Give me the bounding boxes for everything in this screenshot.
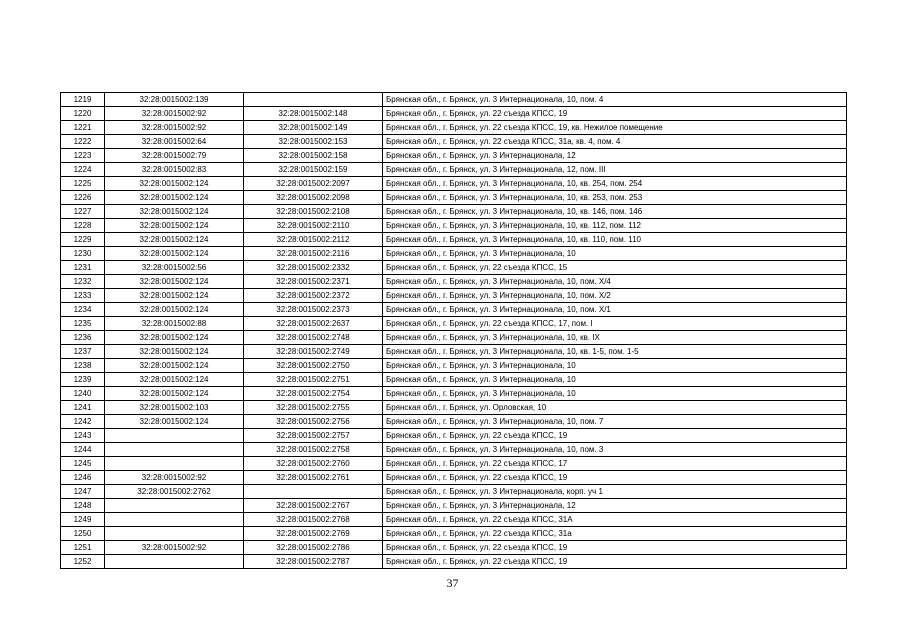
row-number-cell: 1246 [61, 471, 105, 485]
table-row [61, 219, 847, 233]
address-cell: Брянская обл., г. Брянск, ул. 22 съезда КПСС, 19, кв. Нежилое помещение [383, 121, 847, 135]
cadastral-number-cell: 32:28:0015002:2750 [244, 359, 383, 373]
table-row [61, 191, 847, 205]
cadastral-number-cell: 32:28:0015002:2097 [244, 177, 383, 191]
parent-cadastral-number-cell: 32:28:0015002:92 [105, 541, 244, 555]
parent-cadastral-number-cell: 32:28:0015002:124 [105, 247, 244, 261]
cadastral-number-cell: 32:28:0015002:2767 [244, 499, 383, 513]
address-cell: Брянская обл., г. Брянск, ул. 3 Интернационала, 12 [383, 499, 847, 513]
cadastral-number-cell: 32:28:0015002:2786 [244, 541, 383, 555]
parent-cadastral-number-cell: 32:28:0015002:124 [105, 303, 244, 317]
parent-cadastral-number-cell: 32:28:0015002:103 [105, 401, 244, 415]
parent-cadastral-number-cell: 32:28:0015002:2762 [105, 485, 244, 499]
table-row [61, 485, 847, 499]
table-row [61, 471, 847, 485]
table-row [61, 429, 847, 443]
row-number-cell: 1220 [61, 107, 105, 121]
table-row [61, 317, 847, 331]
cadastral-number-cell: 32:28:0015002:2787 [244, 555, 383, 569]
parent-cadastral-number-cell: 32:28:0015002:124 [105, 373, 244, 387]
address-cell: Брянская обл., г. Брянск, ул. 3 Интернационала, 10, кв. 254, пом. 254 [383, 177, 847, 191]
table-row [61, 457, 847, 471]
cadastral-number-cell: 32:28:0015002:2371 [244, 275, 383, 289]
cadastral-number-cell [244, 485, 383, 499]
cadastral-number-cell: 32:28:0015002:2757 [244, 429, 383, 443]
parent-cadastral-number-cell: 32:28:0015002:124 [105, 205, 244, 219]
row-number-cell: 1249 [61, 513, 105, 527]
address-cell: Брянская обл., г. Брянск, ул. 22 съезда КПСС, 31а [383, 527, 847, 541]
registry-table [60, 92, 847, 569]
row-number-cell: 1234 [61, 303, 105, 317]
address-cell: Брянская обл., г. Брянск, ул. 3 Интернационала, 12, пом. III [383, 163, 847, 177]
cadastral-number-cell: 32:28:0015002:149 [244, 121, 383, 135]
cadastral-number-cell: 32:28:0015002:158 [244, 149, 383, 163]
parent-cadastral-number-cell: 32:28:0015002:64 [105, 135, 244, 149]
parent-cadastral-number-cell: 32:28:0015002:124 [105, 191, 244, 205]
parent-cadastral-number-cell [105, 555, 244, 569]
table-row [61, 205, 847, 219]
table-row [61, 373, 847, 387]
address-cell: Брянская обл., г. Брянск, ул. 3 Интернационала, 10, пом. 7 [383, 415, 847, 429]
address-cell: Брянская обл., г. Брянск, ул. 22 съезда КПСС, 15 [383, 261, 847, 275]
cadastral-number-cell: 32:28:0015002:2768 [244, 513, 383, 527]
parent-cadastral-number-cell: 32:28:0015002:124 [105, 415, 244, 429]
parent-cadastral-number-cell: 32:28:0015002:124 [105, 387, 244, 401]
table-row [61, 233, 847, 247]
row-number-cell: 1235 [61, 317, 105, 331]
address-cell: Брянская обл., г. Брянск, ул. 3 Интернационала, 10, кв. 112, пом. 112 [383, 219, 847, 233]
cadastral-number-cell: 32:28:0015002:2751 [244, 373, 383, 387]
table-row [61, 275, 847, 289]
parent-cadastral-number-cell: 32:28:0015002:92 [105, 121, 244, 135]
table-row [61, 331, 847, 345]
row-number-cell: 1250 [61, 527, 105, 541]
parent-cadastral-number-cell: 32:28:0015002:92 [105, 471, 244, 485]
parent-cadastral-number-cell: 32:28:0015002:124 [105, 177, 244, 191]
cadastral-number-cell: 32:28:0015002:148 [244, 107, 383, 121]
table-row [61, 135, 847, 149]
parent-cadastral-number-cell: 32:28:0015002:124 [105, 345, 244, 359]
row-number-cell: 1240 [61, 387, 105, 401]
row-number-cell: 1223 [61, 149, 105, 163]
table-row [61, 177, 847, 191]
row-number-cell: 1239 [61, 373, 105, 387]
cadastral-number-cell: 32:28:0015002:2755 [244, 401, 383, 415]
row-number-cell: 1226 [61, 191, 105, 205]
table-row [61, 289, 847, 303]
cadastral-number-cell: 32:28:0015002:2754 [244, 387, 383, 401]
cadastral-number-cell: 32:28:0015002:2112 [244, 233, 383, 247]
registry-table-body [61, 93, 847, 569]
address-cell: Брянская обл., г. Брянск, ул. 22 съезда КПСС, 17 [383, 457, 847, 471]
address-cell: Брянская обл., г. Брянск, ул. Орловская, 10 [383, 401, 847, 415]
cadastral-number-cell: 32:28:0015002:2760 [244, 457, 383, 471]
address-cell: Брянская обл., г. Брянск, ул. 3 Интернационала, корп. уч 1 [383, 485, 847, 499]
page-number: 37 [446, 576, 459, 590]
row-number-cell: 1231 [61, 261, 105, 275]
address-cell: Брянская обл., г. Брянск, ул. 3 Интернационала, 10 [383, 387, 847, 401]
address-cell: Брянская обл., г. Брянск, ул. 3 Интернационала, 10, пом. X/4 [383, 275, 847, 289]
table-row [61, 387, 847, 401]
row-number-cell: 1228 [61, 219, 105, 233]
parent-cadastral-number-cell [105, 499, 244, 513]
cadastral-number-cell: 32:28:0015002:2116 [244, 247, 383, 261]
cadastral-number-cell: 32:28:0015002:2332 [244, 261, 383, 275]
parent-cadastral-number-cell: 32:28:0015002:124 [105, 289, 244, 303]
table-row [61, 345, 847, 359]
row-number-cell: 1219 [61, 93, 105, 107]
address-cell: Брянская обл., г. Брянск, ул. 3 Интернационала, 10, пом. X/1 [383, 303, 847, 317]
table-row [61, 443, 847, 457]
row-number-cell: 1248 [61, 499, 105, 513]
table-row [61, 247, 847, 261]
row-number-cell: 1233 [61, 289, 105, 303]
cadastral-number-cell: 32:28:0015002:2749 [244, 345, 383, 359]
cadastral-number-cell: 32:28:0015002:153 [244, 135, 383, 149]
cadastral-number-cell: 32:28:0015002:2758 [244, 443, 383, 457]
row-number-cell: 1242 [61, 415, 105, 429]
table-row [61, 527, 847, 541]
parent-cadastral-number-cell [105, 527, 244, 541]
parent-cadastral-number-cell [105, 457, 244, 471]
address-cell: Брянская обл., г. Брянск, ул. 22 съезда КПСС, 19 [383, 555, 847, 569]
row-number-cell: 1244 [61, 443, 105, 457]
cadastral-number-cell [244, 93, 383, 107]
table-row [61, 93, 847, 107]
address-cell: Брянская обл., г. Брянск, ул. 3 Интернационала, 10, кв. 146, пом. 146 [383, 205, 847, 219]
row-number-cell: 1221 [61, 121, 105, 135]
address-cell: Брянская обл., г. Брянск, ул. 22 съезда КПСС, 31А [383, 513, 847, 527]
table-row [61, 149, 847, 163]
table-row [61, 415, 847, 429]
address-cell: Брянская обл., г. Брянск, ул. 3 Интернационала, 10, кв. 1-5, пом. 1-5 [383, 345, 847, 359]
row-number-cell: 1224 [61, 163, 105, 177]
table-row [61, 359, 847, 373]
address-cell: Брянская обл., г. Брянск, ул. 22 съезда КПСС, 19 [383, 429, 847, 443]
parent-cadastral-number-cell: 32:28:0015002:83 [105, 163, 244, 177]
cadastral-number-cell: 32:28:0015002:2761 [244, 471, 383, 485]
table-row [61, 107, 847, 121]
cadastral-number-cell: 32:28:0015002:159 [244, 163, 383, 177]
row-number-cell: 1251 [61, 541, 105, 555]
address-cell: Брянская обл., г. Брянск, ул. 22 съезда КПСС, 19 [383, 471, 847, 485]
address-cell: Брянская обл., г. Брянск, ул. 3 Интернационала, 10, кв. IX [383, 331, 847, 345]
parent-cadastral-number-cell: 32:28:0015002:124 [105, 359, 244, 373]
address-cell: Брянская обл., г. Брянск, ул. 3 Интернационала, 10, пом. X/2 [383, 289, 847, 303]
table-row [61, 513, 847, 527]
row-number-cell: 1236 [61, 331, 105, 345]
parent-cadastral-number-cell [105, 513, 244, 527]
address-cell: Брянская обл., г. Брянск, ул. 3 Интернационала, 10 [383, 359, 847, 373]
table-row [61, 303, 847, 317]
address-cell: Брянская обл., г. Брянск, ул. 3 Интернационала, 10 [383, 247, 847, 261]
address-cell: Брянская обл., г. Брянск, ул. 3 Интернационала, 10 [383, 373, 847, 387]
cadastral-number-cell: 32:28:0015002:2108 [244, 205, 383, 219]
table-row [61, 555, 847, 569]
cadastral-number-cell: 32:28:0015002:2372 [244, 289, 383, 303]
parent-cadastral-number-cell: 32:28:0015002:56 [105, 261, 244, 275]
address-cell: Брянская обл., г. Брянск, ул. 3 Интернационала, 12 [383, 149, 847, 163]
row-number-cell: 1225 [61, 177, 105, 191]
table-row [61, 541, 847, 555]
parent-cadastral-number-cell: 32:28:0015002:139 [105, 93, 244, 107]
row-number-cell: 1222 [61, 135, 105, 149]
parent-cadastral-number-cell: 32:28:0015002:88 [105, 317, 244, 331]
parent-cadastral-number-cell: 32:28:0015002:124 [105, 275, 244, 289]
row-number-cell: 1243 [61, 429, 105, 443]
address-cell: Брянская обл., г. Брянск, ул. 3 Интернационала, 10, кв. 253, пом. 253 [383, 191, 847, 205]
address-cell: Брянская обл., г. Брянск, ул. 22 съезда КПСС, 17, пом. I [383, 317, 847, 331]
row-number-cell: 1247 [61, 485, 105, 499]
row-number-cell: 1227 [61, 205, 105, 219]
row-number-cell: 1252 [61, 555, 105, 569]
address-cell: Брянская обл., г. Брянск, ул. 3 Интернационала, 10, пом. 3 [383, 443, 847, 457]
row-number-cell: 1229 [61, 233, 105, 247]
parent-cadastral-number-cell: 32:28:0015002:124 [105, 219, 244, 233]
table-row [61, 163, 847, 177]
address-cell: Брянская обл., г. Брянск, ул. 22 съезда КПСС, 19 [383, 541, 847, 555]
cadastral-number-cell: 32:28:0015002:2756 [244, 415, 383, 429]
address-cell: Брянская обл., г. Брянск, ул. 22 съезда КПСС, 19 [383, 107, 847, 121]
row-number-cell: 1237 [61, 345, 105, 359]
table-row [61, 401, 847, 415]
parent-cadastral-number-cell [105, 429, 244, 443]
cadastral-number-cell: 32:28:0015002:2748 [244, 331, 383, 345]
cadastral-number-cell: 32:28:0015002:2769 [244, 527, 383, 541]
address-cell: Брянская обл., г. Брянск, ул. 3 Интернационала, 10, пом. 4 [383, 93, 847, 107]
row-number-cell: 1232 [61, 275, 105, 289]
cadastral-number-cell: 32:28:0015002:2637 [244, 317, 383, 331]
parent-cadastral-number-cell: 32:28:0015002:124 [105, 233, 244, 247]
table-row [61, 121, 847, 135]
table-row [61, 261, 847, 275]
row-number-cell: 1245 [61, 457, 105, 471]
table-row [61, 499, 847, 513]
row-number-cell: 1230 [61, 247, 105, 261]
cadastral-number-cell: 32:28:0015002:2110 [244, 219, 383, 233]
cadastral-number-cell: 32:28:0015002:2098 [244, 191, 383, 205]
address-cell: Брянская обл., г. Брянск, ул. 3 Интернационала, 10, кв. 110, пом. 110 [383, 233, 847, 247]
parent-cadastral-number-cell: 32:28:0015002:92 [105, 107, 244, 121]
parent-cadastral-number-cell: 32:28:0015002:79 [105, 149, 244, 163]
parent-cadastral-number-cell [105, 443, 244, 457]
parent-cadastral-number-cell: 32:28:0015002:124 [105, 331, 244, 345]
row-number-cell: 1238 [61, 359, 105, 373]
row-number-cell: 1241 [61, 401, 105, 415]
address-cell: Брянская обл., г. Брянск, ул. 22 съезда КПСС, 31а, кв. 4, пом. 4 [383, 135, 847, 149]
cadastral-number-cell: 32:28:0015002:2373 [244, 303, 383, 317]
